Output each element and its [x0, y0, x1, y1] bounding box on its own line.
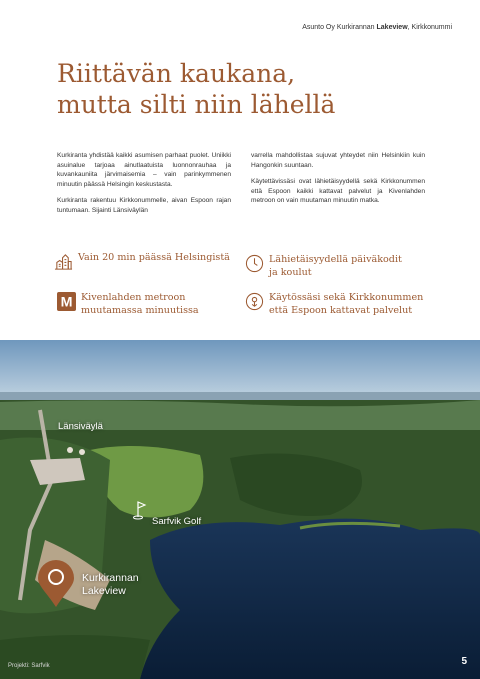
site-label	[82, 572, 192, 598]
clock-icon	[245, 254, 264, 273]
header-company: Asunto Oy Kurkirannan	[302, 24, 377, 31]
feature-line: että Espoon kattavat palvelut	[269, 304, 413, 316]
feature-schools	[245, 254, 402, 279]
body-paragraph: Käytettävissäsi ovat lähietäisyydellä sekä Kirkkonummen että Espoon kaikki kattavat palvelut ja Kivenlahden metroon on vain muutaman minuutin matka.	[251, 178, 425, 205]
feature-metro	[57, 292, 199, 317]
feature-line: Lähietäisyydellä päiväkodit	[269, 254, 402, 265]
page-header	[302, 24, 452, 31]
body-paragraph: Kurkiranta yhdistää kaikki asumisen parhaat puolet. Uniikki asuinalue tarjoaa ainutlaatuista luonnonrauhaa ja kuvankauniita järvimaisemia – vain parinkymmenen minuutin päässä Helsingin keskustasta.	[57, 152, 231, 188]
page-title	[57, 58, 437, 120]
road-label: Länsiväylä	[58, 421, 103, 432]
header-project: Lakeview	[376, 24, 408, 31]
feature-helsinki	[54, 252, 230, 271]
metro-icon	[57, 292, 76, 311]
body-column-2	[251, 151, 425, 223]
golf-label: Sarfvik Golf	[152, 516, 202, 527]
feature-line: Käytössäsi sekä Kirkkonummen	[269, 292, 424, 303]
site-label-line: Kurkirannan	[82, 572, 139, 584]
photo-credit: Projekti: Sarfvik	[8, 663, 50, 669]
feature-line: ja koulut	[269, 266, 312, 278]
aerial-photo	[0, 340, 480, 679]
feature-services	[245, 292, 423, 317]
body-paragraph: Kurkiranta rakentuu Kirkkonummelle, aivan Espoon rajan tuntumaan. Sijainti Länsiväylän	[57, 197, 231, 214]
site-label-line: Lakeview	[82, 585, 126, 597]
metro-badge-letter: M	[60, 294, 73, 311]
feature-line: Kivenlahden metroon	[81, 292, 186, 303]
body-paragraph: varrella mahdollistaa sujuvat yhteydet niin Helsinkiin kuin Hangonkin suuntaan.	[251, 152, 425, 169]
location-pin-icon	[37, 560, 75, 608]
services-icon	[245, 292, 264, 311]
golf-flag-icon	[133, 500, 149, 520]
body-column-1	[57, 151, 231, 223]
title-line-1: Riittävän kaukana,	[57, 59, 296, 88]
feature-line: muutamassa minuutissa	[81, 304, 199, 316]
header-location: , Kirkkonummi	[407, 24, 452, 31]
title-line-2: mutta silti niin lähellä	[57, 90, 336, 119]
page-number: 5	[461, 656, 467, 667]
city-icon	[54, 252, 73, 271]
feature-line: Vain 20 min päässä Helsingistä	[78, 252, 230, 263]
body-text	[57, 151, 425, 223]
aerial-scene	[0, 340, 480, 679]
